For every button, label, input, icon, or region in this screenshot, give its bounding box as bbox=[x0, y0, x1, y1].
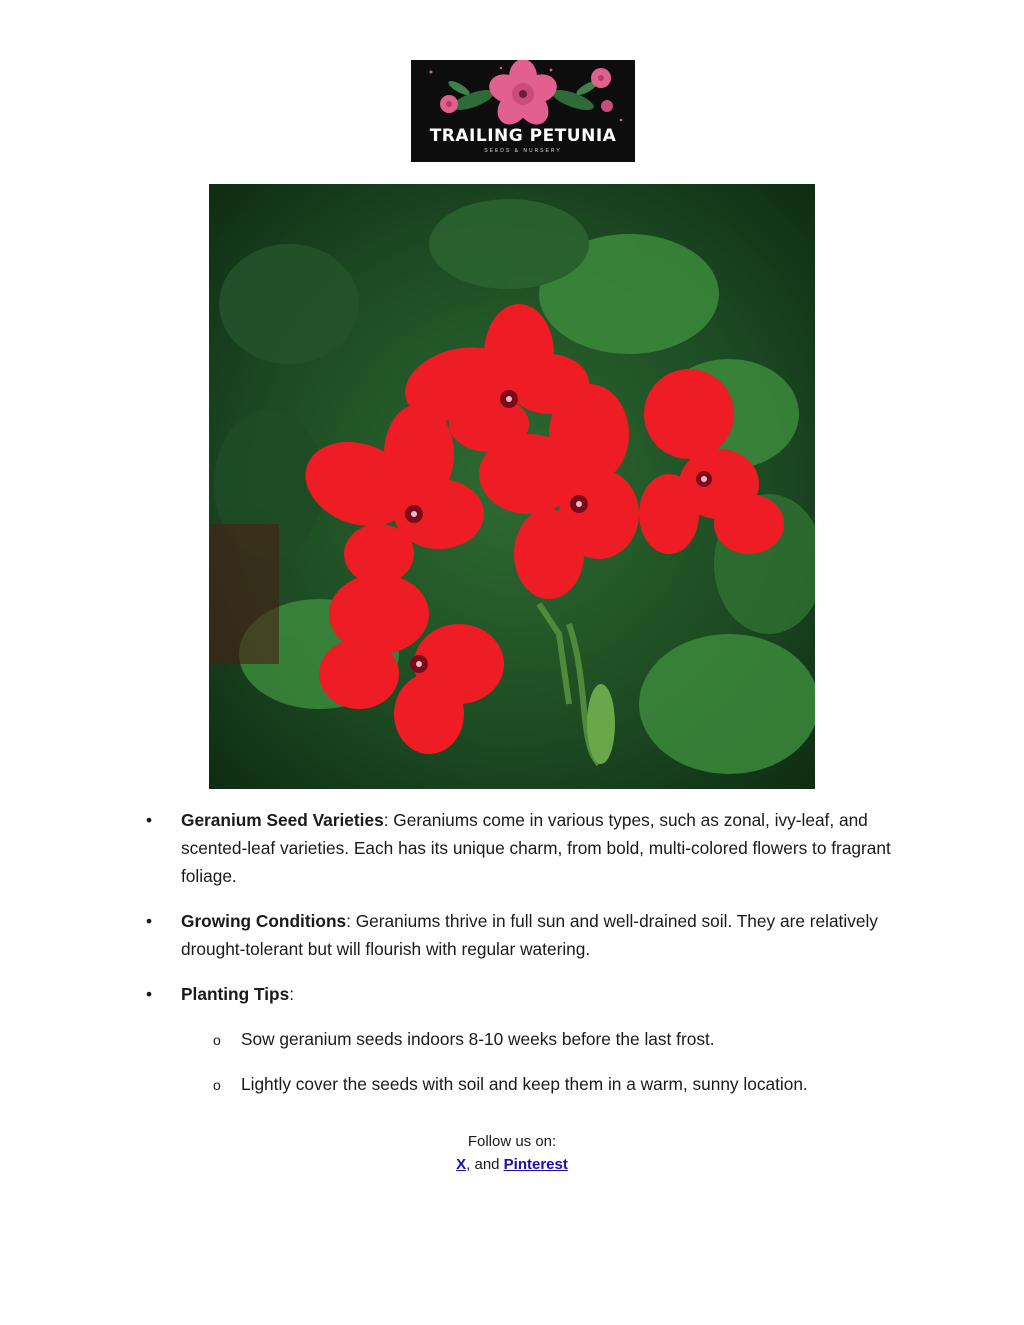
social-footer bbox=[0, 1130, 1024, 1176]
term-separator: : bbox=[346, 911, 351, 931]
sub-list bbox=[181, 1025, 901, 1098]
follow-text: Follow us on: bbox=[467, 1133, 557, 1150]
bullet-icon: • bbox=[146, 810, 153, 830]
geranium-photo bbox=[209, 184, 815, 789]
bullet-list bbox=[0, 806, 1024, 1098]
term-separator: : bbox=[383, 810, 389, 830]
sub-bullet-icon: o bbox=[213, 1077, 221, 1093]
logo-title: TRAILING PETUNIA bbox=[429, 126, 617, 146]
logo-subtitle: SEEDS & NURSERY bbox=[484, 148, 562, 154]
list-item bbox=[0, 980, 901, 1098]
sub-item-text: Sow geranium seeds indoors 8-10 weeks before the last frost. bbox=[241, 1029, 715, 1049]
pinterest-link[interactable]: Pinterest bbox=[503, 1156, 568, 1173]
bullet-icon: • bbox=[146, 911, 153, 931]
main-content bbox=[0, 806, 1024, 1115]
and-text: , and bbox=[466, 1156, 504, 1173]
bullet-icon: • bbox=[146, 984, 153, 1004]
sub-list-item bbox=[213, 1025, 901, 1053]
bullet-text: Geraniums thrive in full sun and well-drained soil. They are relatively drought-tolerant but will flourish with regular watering. bbox=[181, 911, 878, 959]
bullet-term: Growing Conditions bbox=[181, 911, 347, 931]
list-item bbox=[0, 806, 901, 890]
x-link[interactable]: X bbox=[456, 1156, 467, 1173]
term-separator: : bbox=[289, 984, 294, 1004]
bullet-text: Geraniums come in various types, such as zonal, ivy-leaf, and scented-leaf varieties. Each has its unique charm, from bold, multi-colored flowers to fragrant foliage. bbox=[181, 810, 891, 886]
sub-list-item bbox=[213, 1070, 901, 1098]
list-item bbox=[0, 907, 901, 963]
sub-item-text: Lightly cover the seeds with soil and keep them in a warm, sunny location. bbox=[241, 1074, 808, 1094]
bullet-term: Geranium Seed Varieties bbox=[181, 810, 384, 830]
brand-logo bbox=[411, 60, 635, 162]
bullet-term: Planting Tips bbox=[181, 984, 290, 1004]
petunia-flower-icon bbox=[411, 60, 635, 162]
social-links bbox=[0, 1153, 1024, 1176]
sub-bullet-icon: o bbox=[213, 1032, 221, 1048]
